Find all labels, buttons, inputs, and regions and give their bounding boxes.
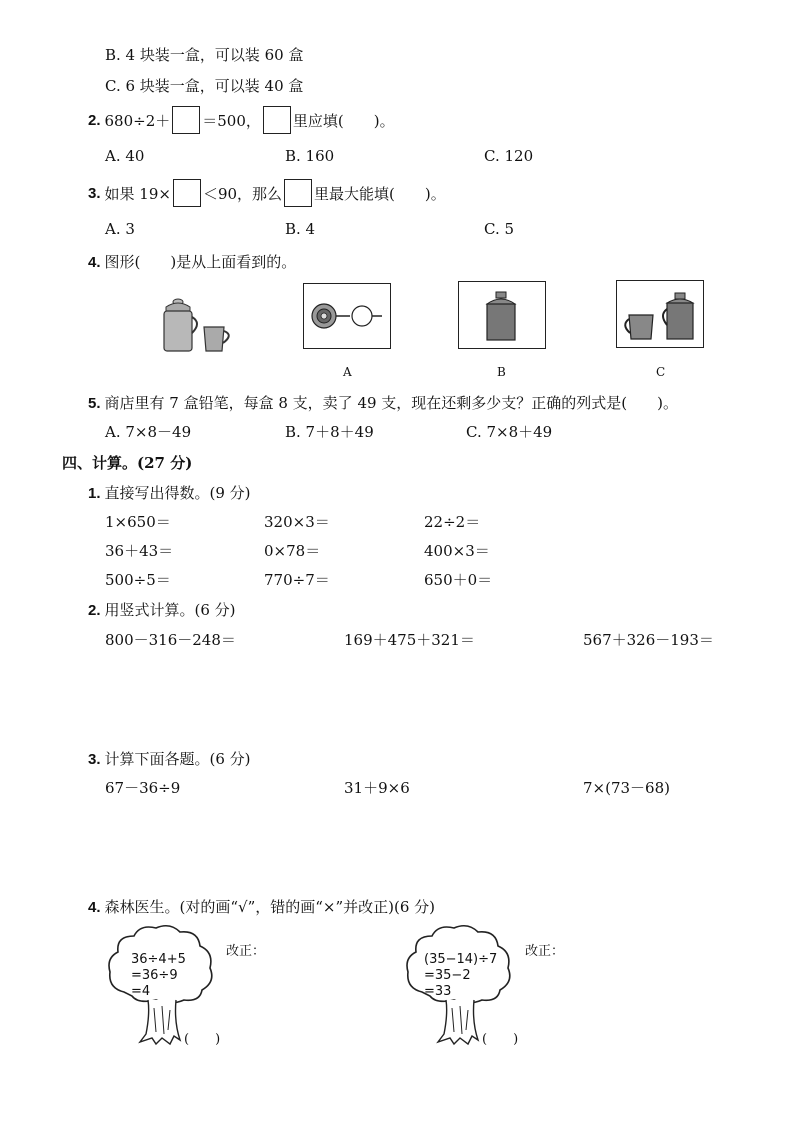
mixed-calc-1[interactable]: 67－36÷9 xyxy=(105,779,181,797)
front-view-icon xyxy=(459,282,545,348)
q5-option-c: C. 7×8＋49 xyxy=(466,423,553,441)
q3-stem xyxy=(88,179,446,207)
tree-2-line-3: =33 xyxy=(424,984,452,999)
q4-stem xyxy=(88,251,296,272)
calc-3-1[interactable]: 500÷5＝ xyxy=(105,571,171,589)
vertical-calc-3[interactable]: 567＋326－193＝ xyxy=(583,631,714,649)
q5-option-b: B. 7＋8＋49 xyxy=(285,423,374,441)
q2-option-b: B. 160 xyxy=(285,147,335,165)
tree-2-line-2: =35−2 xyxy=(424,968,471,983)
part-4-title: 森林医生。(对的画“√”，错的画“×”并改正)(6 分) xyxy=(104,898,436,916)
kettle-and-cup-image xyxy=(158,297,238,353)
q2-option-c: C. 120 xyxy=(484,147,534,165)
q3-text-2: ＜90，那么 xyxy=(202,184,283,203)
calc-3-3[interactable]: 650＋0＝ xyxy=(424,571,493,589)
q4-label-c: C xyxy=(656,365,666,379)
part-2-number: 2. xyxy=(88,602,101,619)
tree-1-line-1: 36÷4+5 xyxy=(131,952,186,967)
side-view-icon xyxy=(617,281,703,347)
part-3-title: 计算下面各题。(6 分) xyxy=(104,750,251,768)
q2-text-2: ＝500， xyxy=(202,111,261,130)
q3-blank-box[interactable] xyxy=(173,179,201,207)
part-4-number: 4. xyxy=(88,899,101,916)
q2-blank-box[interactable] xyxy=(172,106,200,134)
q3-text-3: 里最大能填( )。 xyxy=(314,184,446,203)
q4-label-a: A xyxy=(343,365,352,379)
q4-figure-a[interactable] xyxy=(303,283,391,349)
q3-option-c: C. 5 xyxy=(484,220,515,238)
q3-option-a: A. 3 xyxy=(105,220,135,238)
tree-1-correction-label: 改正： xyxy=(226,944,266,959)
part-3-number: 3. xyxy=(88,751,101,768)
calc-3-2[interactable]: 770÷7＝ xyxy=(264,571,330,589)
q2-number: 2. xyxy=(88,111,101,129)
tree-2-line-1: (35−14)÷7 xyxy=(424,952,498,967)
mixed-calc-2[interactable]: 31＋9×6 xyxy=(344,779,410,797)
vertical-calc-1[interactable]: 800－316－248＝ xyxy=(105,631,236,649)
part-2-heading xyxy=(88,599,236,620)
calc-2-1[interactable]: 36＋43＝ xyxy=(105,542,174,560)
q4-label-b: B xyxy=(497,365,506,379)
part-1-title: 直接写出得数。(9 分) xyxy=(104,484,251,502)
q1-option-c: C. 6 块装一盒，可以装 40 盒 xyxy=(105,77,304,95)
q2-stem xyxy=(88,106,395,134)
q4-number: 4. xyxy=(88,254,101,271)
mixed-calc-3[interactable]: 7×(73－68) xyxy=(583,779,670,797)
part-3-heading xyxy=(88,748,251,769)
q4-text: 图形( )是从上面看到的。 xyxy=(104,253,297,271)
vertical-calc-2[interactable]: 169＋475＋321＝ xyxy=(344,631,475,649)
q1-option-b: B. 4 块装一盒，可以装 60 盒 xyxy=(105,46,304,64)
part-1-number: 1. xyxy=(88,485,101,502)
tree-2-correction-label: 改正： xyxy=(525,944,565,959)
q5-stem xyxy=(88,392,678,413)
calc-2-2[interactable]: 0×78＝ xyxy=(264,542,321,560)
q2-option-a: A. 40 xyxy=(105,147,145,165)
q5-number: 5. xyxy=(88,395,101,412)
part-2-title: 用竖式计算。(6 分) xyxy=(104,601,236,619)
part-4-heading xyxy=(88,896,435,917)
q2-blank-box-ref xyxy=(263,106,291,134)
q5-option-a: A. 7×8－49 xyxy=(105,423,192,441)
tree-1-line-3: =4 xyxy=(131,984,151,999)
q3-number: 3. xyxy=(88,184,101,202)
calc-1-3[interactable]: 22÷2＝ xyxy=(424,513,481,531)
calc-2-3[interactable]: 400×3＝ xyxy=(424,542,490,560)
top-view-icon xyxy=(304,284,390,348)
q4-figure-c[interactable] xyxy=(616,280,704,348)
section-4-title: 四、计算。(27 分) xyxy=(62,454,193,472)
q2-text-3: 里应填( )。 xyxy=(292,111,395,130)
calc-1-2[interactable]: 320×3＝ xyxy=(264,513,330,531)
q2-text-1: 680÷2＋ xyxy=(104,111,171,130)
q3-blank-box-ref xyxy=(284,179,312,207)
part-1-heading xyxy=(88,482,251,503)
q4-figure-b[interactable] xyxy=(458,281,546,349)
tree-2-paren[interactable]: ( ) xyxy=(482,1032,519,1047)
q5-text: 商店里有 7 盒铅笔，每盒 8 支，卖了 49 支，现在还剩多少支？正确的列式是( )。 xyxy=(104,394,679,412)
calc-1-1[interactable]: 1×650＝ xyxy=(105,513,171,531)
tree-1-paren[interactable]: ( ) xyxy=(184,1032,221,1047)
q3-text-1: 如果 19× xyxy=(104,184,171,203)
q3-option-b: B. 4 xyxy=(285,220,316,238)
tree-1-line-2: =36÷9 xyxy=(131,968,178,983)
